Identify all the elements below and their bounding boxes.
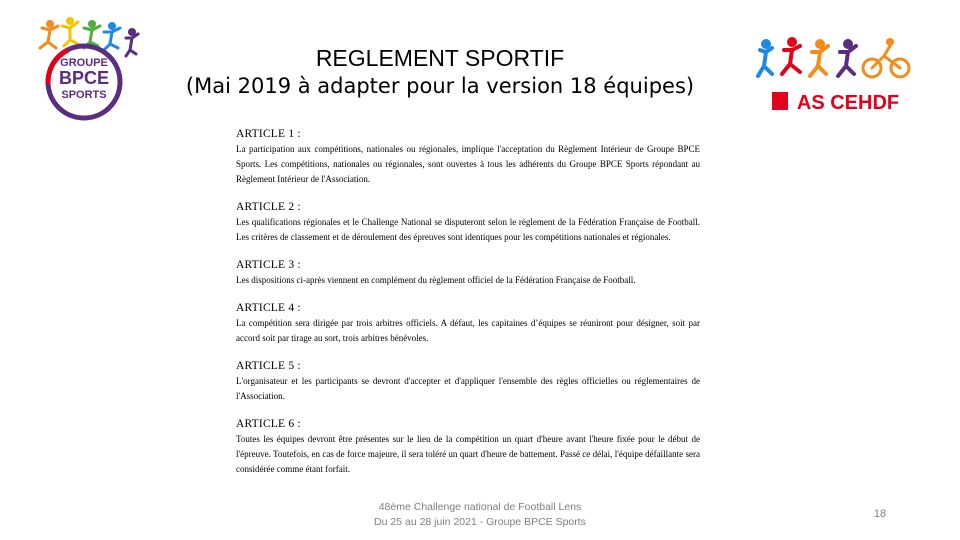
article-text: La compétition sera dirigée par trois arbitres officiels. A défaut, les capitaines d’équipes se réuniront pour désigner, soit par accord soit par tirage au sort, trois arbitres bénévoles. xyxy=(236,318,700,343)
logo-text-bpce: BPCE xyxy=(58,68,110,88)
athletes-icon xyxy=(40,17,138,56)
article-heading: ARTICLE 2 : xyxy=(236,201,301,213)
as-cehdf-logo xyxy=(752,34,912,116)
article-text: L'organisateur et les participants se devront d'accepter et d'appliquer l'ensemble des règles officielles ou réglementaires de l'Association. xyxy=(236,376,700,401)
groupe-bpce-sports-logo xyxy=(28,14,148,124)
articles-body xyxy=(236,128,700,477)
article-3 xyxy=(236,259,700,288)
title-line-2: (Mai 2019 à adapter pour la version 18 équipes) xyxy=(185,73,695,98)
slide-title xyxy=(160,44,720,99)
article-4 xyxy=(236,302,700,346)
logo-text-as-cehdf: AS CEHDF xyxy=(796,92,900,114)
article-2 xyxy=(236,201,700,245)
footer-line-1: 48ème Challenge national de Football Lens xyxy=(378,501,582,513)
caisse-epargne-squirrel-icon xyxy=(772,92,788,110)
article-text: Les dispositions ci-après viennent en complément du règlement officiel de la Fédération Française de Football. xyxy=(236,275,636,285)
article-heading: ARTICLE 6 : xyxy=(236,418,301,430)
article-heading: ARTICLE 3 : xyxy=(236,259,301,271)
article-heading: ARTICLE 4 : xyxy=(236,302,301,314)
article-6 xyxy=(236,418,700,477)
article-1 xyxy=(236,128,700,187)
page-number: 18 xyxy=(873,508,887,520)
as-cehdf-logo-graphic xyxy=(752,34,912,116)
title-line-1: REGLEMENT SPORTIF xyxy=(315,45,565,71)
article-text: Les qualifications régionales et le Challenge National se disputeront selon le règlement de la Fédération Française de Football. Les critères de classement et de déroulement des épreuves sont identiques pour les compétitions nationales et régionales. xyxy=(236,217,700,242)
slide-footer xyxy=(330,500,630,530)
groupe-bpce-sports-logo-graphic xyxy=(28,14,148,124)
logo-text-sports: SPORTS xyxy=(61,89,107,101)
footer-line-2: Du 25 au 28 juin 2021 - Groupe BPCE Sports xyxy=(374,516,586,528)
article-text: Toutes les équipes devront être présentes sur le lieu de la compétition un quart d'heure avant l'heure fixée pour le début de l'épreuve. Toutefois, en cas de force majeure, il sera toléré un quart d'heure de battement. Passé ce délai, l'équipe défaillante sera considérée comme étant forfait. xyxy=(236,434,700,474)
logo-text-groupe: GROUPE xyxy=(60,57,108,69)
sport-figures-icon xyxy=(758,37,909,77)
article-5 xyxy=(236,360,700,404)
article-heading: ARTICLE 1 : xyxy=(236,128,301,140)
article-heading: ARTICLE 5 : xyxy=(236,360,301,372)
article-text: La participation aux compétitions, nationales ou régionales, implique l'acceptation du Règlement Intérieur de Groupe BPCE Sports. Les compétitions, nationales ou régionales, sont ouvertes à tous les adhérents du Groupe BPCE Sports répondant au Règlement Intérieur de l'Association. xyxy=(236,144,700,184)
